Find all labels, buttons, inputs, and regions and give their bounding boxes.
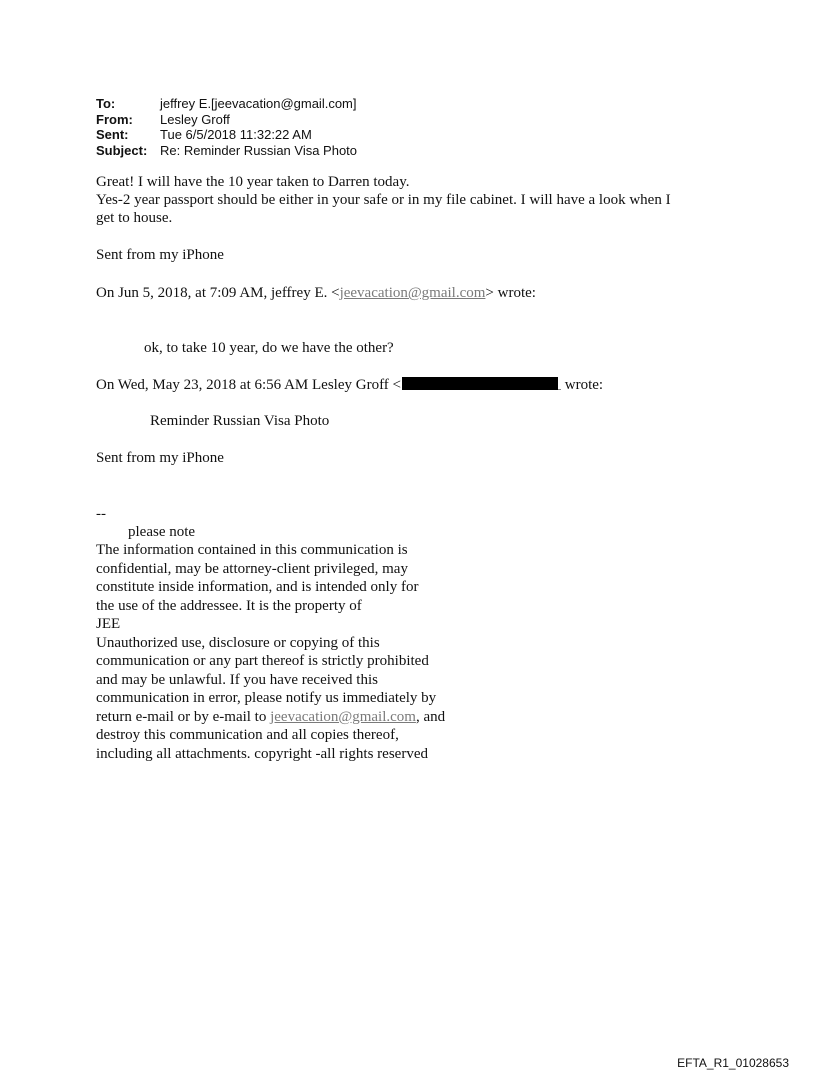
disclaimer-email-prefix: return e-mail or by e-mail to (96, 708, 271, 725)
from-row (96, 112, 357, 128)
disclaimer-line: communication or any part thereof is strictly prohibited (96, 653, 429, 669)
quote-header-2-prefix: On Wed, May 23, 2018 at 6:56 AM Lesley Groff < (96, 377, 401, 393)
quoted-reply-1: ok, to take 10 year, do we have the other? (144, 340, 394, 356)
to-row (96, 96, 357, 112)
disclaimer-line: the use of the addressee. It is the property of (96, 597, 362, 614)
to-value: jeffrey E.[jeevacation@gmail.com] (160, 96, 357, 111)
disclaimer-line: constitute inside information, and is intended only for (96, 579, 419, 595)
quote-header-1-prefix: On Jun 5, 2018, at 7:09 AM, jeffrey E. < (96, 285, 340, 301)
signature-1: Sent from my iPhone (96, 247, 224, 263)
body-line-3: get to house. (96, 210, 173, 226)
sent-label: Sent: (96, 127, 129, 142)
disclaimer-line: JEE (96, 616, 121, 632)
sent-row (96, 127, 357, 143)
quote-header-1-email-link[interactable]: jeevacation@gmail.com (339, 285, 486, 301)
disclaimer-line: communication in error, please notify us immediately by (96, 690, 437, 706)
subject-value: Re: Reminder Russian Visa Photo (160, 142, 358, 158)
body-line-2: Yes-2 year passport should be either in your safe or in my file cabinet. I will have a look when I (96, 192, 671, 208)
redaction-block (402, 377, 558, 390)
quote-header-2-suffix: wrote: (561, 377, 604, 393)
email-header (96, 96, 357, 158)
to-label: To: (96, 96, 116, 111)
disclaimer-email-link[interactable]: jeevacation@gmail.com (270, 708, 416, 725)
disclaimer-line: including all attachments. copyright -all rights reserved (96, 745, 428, 762)
disclaimer-line: and may be unlawful. If you have received this (96, 671, 378, 688)
subject-row (96, 143, 357, 159)
disclaimer-dashes: -- (96, 506, 106, 522)
subject-label: Subject: (96, 142, 148, 158)
body-line-1: Great! I will have the 10 year taken to Darren today. (96, 174, 410, 190)
signature-2: Sent from my iPhone (96, 450, 224, 466)
quoted-reminder: Reminder Russian Visa Photo (150, 413, 330, 429)
quote-header-1-suffix: > wrote: (485, 285, 536, 301)
quote-header-2 (96, 377, 603, 394)
disclaimer-please-note: please note (128, 524, 196, 540)
from-label: From: (96, 111, 133, 127)
document-id: EFTA_R1_01028653 (677, 1056, 789, 1070)
sent-value: Tue 6/5/2018 11:32:22 AM (160, 127, 312, 142)
disclaimer-line: The information contained in this communication is (96, 542, 408, 558)
disclaimer-email-suffix: , and (415, 708, 446, 725)
quote-header-1 (96, 285, 536, 302)
disclaimer-line-email (96, 709, 445, 726)
disclaimer-line: confidential, may be attorney-client privileged, may (96, 560, 408, 577)
from-value: Lesley Groff (160, 111, 230, 127)
disclaimer-line: Unauthorized use, disclosure or copying of this (96, 634, 380, 651)
disclaimer-line: destroy this communication and all copies thereof, (96, 727, 399, 743)
